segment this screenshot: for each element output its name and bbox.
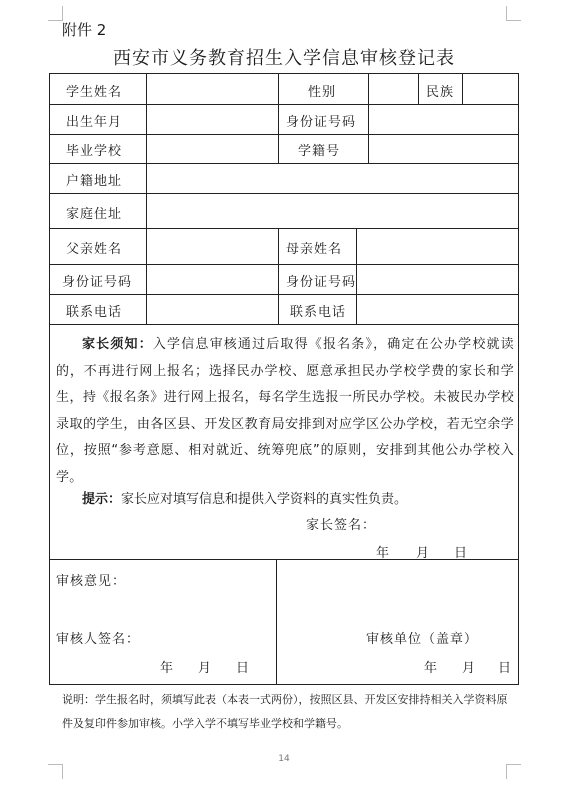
crop-mark-top-right (506, 6, 521, 21)
tip-body: 家长应对填写信息和提供入学资料的真实性负责。 (121, 492, 408, 507)
gender-label: 性别 (308, 85, 337, 100)
review-month-label: 月 (198, 661, 213, 676)
form-title: 西安市义务教育招生入学信息审核登记表 (113, 48, 455, 69)
crop-mark-bottom-right (506, 764, 521, 779)
unit-day-label: 日 (498, 661, 513, 676)
col-divider (418, 74, 419, 104)
notice-day-label: 日 (454, 546, 469, 561)
notice-year-label: 年 (376, 546, 391, 561)
tip-line (82, 488, 407, 507)
father-phone-label: 联系电话 (66, 305, 123, 320)
row-divider (50, 228, 518, 229)
col-divider (368, 74, 369, 163)
review-unit-label: 审核单位（盖章） (366, 632, 479, 647)
row-divider (50, 134, 518, 135)
graduated-school-label: 毕业学校 (66, 144, 123, 159)
col-divider (146, 228, 147, 324)
student-number-label: 学籍号 (298, 144, 341, 159)
household-address-label: 户籍地址 (66, 174, 123, 189)
unit-year-label: 年 (424, 661, 439, 676)
reviewer-signature-label: 审核人签名： (56, 632, 141, 647)
page-number: 14 (278, 754, 290, 764)
crop-mark-top-left (48, 6, 63, 21)
review-year-label: 年 (160, 661, 175, 676)
col-divider (462, 74, 463, 104)
notice-heading: 家长须知： (82, 337, 153, 352)
ethnicity-label: 民族 (426, 85, 455, 100)
student-name-label: 学生姓名 (66, 85, 123, 100)
crop-mark-bottom-left (48, 764, 63, 779)
attachment-label: 附件 2 (62, 21, 107, 39)
col-divider (356, 228, 357, 324)
review-day-label: 日 (236, 661, 251, 676)
father-id-label: 身份证号码 (62, 275, 133, 290)
footnote: 说明：学生报名时，须填写此表（本表一式两份），按照区县、开发区安排持相关入学资料原件及复印件参加审核。小学入学不填写毕业学校和学籍号。 (62, 693, 508, 730)
row-divider (50, 163, 518, 164)
birth-label: 出生年月 (66, 115, 123, 130)
parent-signature-label: 家长签名： (306, 518, 377, 533)
unit-month-label: 月 (462, 661, 477, 676)
mother-id-label: 身份证号码 (286, 275, 357, 290)
id-number-label: 身份证号码 (286, 115, 357, 130)
father-name-label: 父亲姓名 (66, 242, 123, 257)
registration-form-table (49, 73, 519, 685)
row-divider (50, 559, 518, 560)
notice-body: 入学信息审核通过后取得《报名条》，确定在公办学校就读的，不再进行网上报名；选择民办学校、愿意承担民办学校学费的家长和学生，持《报名条》进行网上报名，每名学生选报一所民办学校。未被民办学校录取的学生，由各区县、开发区教育局安排到对应学区公办学校，若无空余学位，按照“参考意愿、相对就近、统筹兜底”的原则，安排到其他公办学校入学。 (56, 337, 514, 485)
col-divider (146, 193, 147, 228)
col-divider (146, 163, 147, 193)
notice-month-label: 月 (416, 546, 431, 561)
col-divider (276, 559, 277, 684)
row-divider (50, 294, 518, 295)
row-divider (50, 104, 518, 105)
mother-name-label: 母亲姓名 (286, 242, 343, 257)
col-divider (278, 74, 279, 163)
col-divider (278, 228, 279, 324)
tip-heading: 提示： (82, 492, 122, 507)
review-opinion-label: 审核意见： (56, 574, 127, 589)
col-divider (146, 74, 147, 163)
parent-notice (56, 332, 514, 491)
mother-phone-label: 联系电话 (290, 305, 347, 320)
row-divider (50, 324, 518, 325)
row-divider (50, 193, 518, 194)
row-divider (50, 264, 518, 265)
home-address-label: 家庭住址 (66, 207, 123, 222)
